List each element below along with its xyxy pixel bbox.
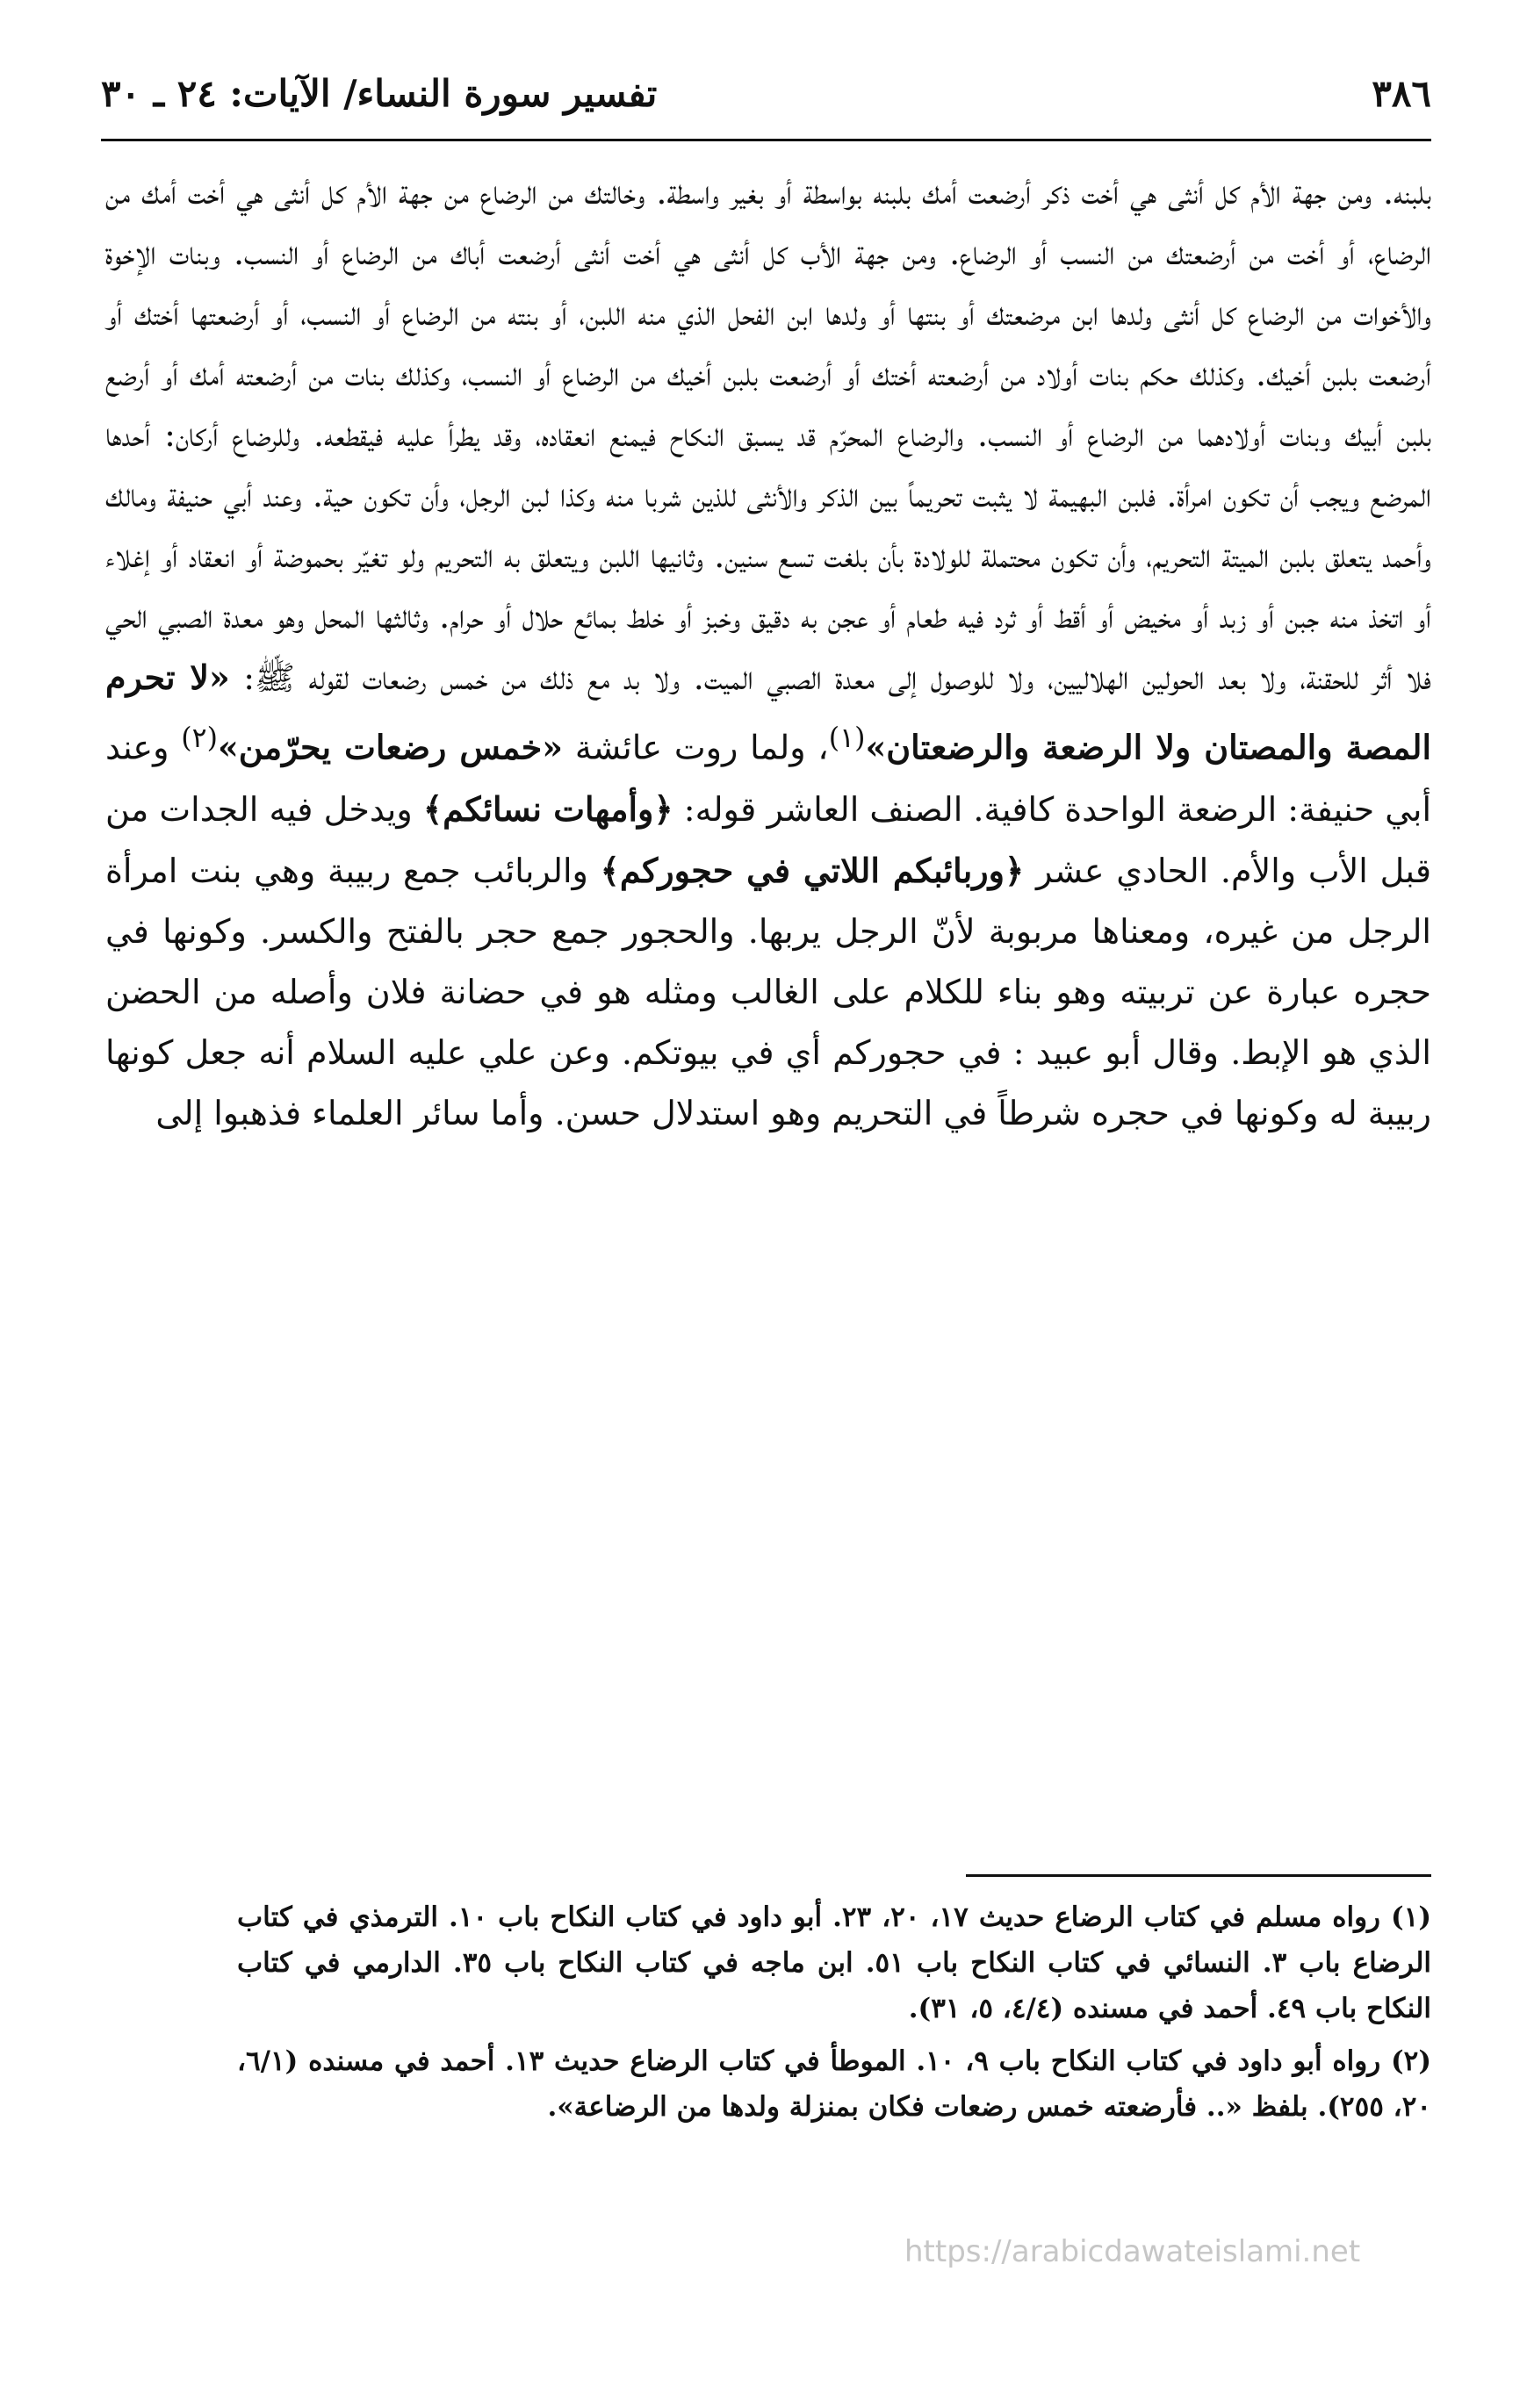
- footnote-rule: [966, 1874, 1431, 1877]
- text-run: وعند أبي حنيفة: الرضعة الواحدة كافية. الصنف العاشر قوله:: [105, 728, 1432, 829]
- page-number: ٣٨٦: [1372, 72, 1431, 115]
- text-run: بلبنه. ومن جهة الأم كل أنثى هي أخت ذكر أرضعت أمك بلبنه بواسطة أو بغير واسطة. وخالتك من الرضاع من جهة الأم كل أنثى هي أخت أمك من الرضاع، أو أخت من أرضعتك من النسب أو الرضاع. ومن جهة الأب كل أنثى هي أخت أنثى أرضعت أباك من الرضاع أو النسب. وبنات الإخوة والأخوات من الرضاع كل أنثى ولدها ابن مرضعتك أو بنتها أو ولدها ابن الفحل الذي منه اللبن، أو بنته من الرضاع أو النسب، أو أرضعتها أختك أو أرضعت بلبن أخيك. وكذلك حكم بنات أولاد من أرضعته أختك أو أرضعت بلبن أخيك من الرضاع أو النسب، وكذلك بنات من أرضعته أمك أو أرضع بلبن أبيك وبنات أولادهما من الرضاع أو النسب. والرضاع المحرّم قد يسبق النكاح فيمنع انعقاده، وقد يطرأ عليه فيقطعه. وللرضاع أركان: أحدها المرضع ويجب أن تكون امرأة. فلبن البهيمة لا يثبت تحريماً بين الذكر والأنثى للذين شربا منه وكذا لبن الرجل، وأن تكون حية. وعند أبي حنيفة ومالك وأحمد يتعلق بلبن الميتة التحريم، وأن تكون محتملة للولادة بأن بلغت تسع سنين. وثانيها اللبن ويتعلق به التحريم ولو تغيّر بحموضة أو انعقاد أو إغلاء أو اتخذ منه جبن أو زبد أو مخيض أو أقط أو ثرد فيه طعام أو عجن به دقيق وخبز أو خلط بمائع حلال أو حرام. وثالثها المحل وهو معدة الصبي الحي فلا أثر للحقنة، ولا بعد الحولين الهلاليين، ولا للوصول إلى معدة الصبي الميت. ولا بد مع ذلك من خمس رضعات لقوله ﷺ:: [105, 173, 1432, 697]
- text-run: ، ولما روت عائشة: [574, 728, 829, 767]
- text-run: والربائب جمع ربيبة وهي بنت امرأة الرجل من غيره، ومعناها مربوبة لأنّ الرجل يربها. والحجور جمع حجر بالفتح والكسر. وكونها في حجره عبارة عن تربيته وهو بناء للكلام على الغالب ومثله هو في حضانة فلان وأصله من الحضن الذي هو الإبط. وقال أبو عبيد : في حجوركم أي في بيوتكم. وعن علي عليه السلام أنه جعل كونها ربيبة له وكونها في حجره شرطاً في التحريم وهو استدلال حسن. وأما سائر العلماء فذهبوا إلى: [105, 851, 1431, 1132]
- footnote-ref: (٢): [181, 722, 219, 754]
- header-rule: [101, 139, 1431, 141]
- quran-verse: ﴿وربائبكم اللاتي في حجوركم﴾: [600, 850, 1025, 890]
- quran-verse: ﴿وأمهات نسائكم﴾: [422, 788, 673, 829]
- footnote-ref: (١): [828, 722, 866, 754]
- page-header: [101, 72, 1431, 135]
- watermark-url: https://arabicdawateislami.net: [904, 2234, 1361, 2269]
- footnotes: [237, 1894, 1431, 2137]
- hadith-quote: «لا تحرم المصة والمصتان ولا الرضعة والرضعتان»: [105, 658, 1431, 767]
- main-text: [105, 162, 1431, 1144]
- hadith-quote: «خمس رضعات يحرّمن»: [218, 727, 564, 767]
- footnote: (٢) رواه أبو داود في كتاب النكاح باب ٩، ١٠. الموطأ في كتاب الرضاع حديث ١٣. أحمد في مسنده (٦/١، ٢٠، ٢٥٥). بلفظ «.. فأرضعته خمس رضعات فكان بمنزلة ولدها من الرضاعة».: [237, 2045, 1431, 2123]
- text-run: ويدخل فيه الجدات من قبل الأب والأم. الحادي عشر: [105, 789, 1432, 890]
- running-title: تفسير سورة النساء/ الآيات: ٢٤ ـ ٣٠: [101, 72, 658, 115]
- paragraph: [105, 162, 1431, 1144]
- footnote: (١) رواه مسلم في كتاب الرضاع حديث ١٧، ٢٠، ٢٣. أبو داود في كتاب النكاح باب ١٠. الترمذي في كتاب الرضاع باب ٣. النسائي في كتاب النكاح باب ٥١. ابن ماجه في كتاب النكاح باب ٣٥. الدارمي في كتاب النكاح باب ٤٩. أحمد في مسنده (٤/٤، ٥، ٣١).: [237, 1901, 1432, 2024]
